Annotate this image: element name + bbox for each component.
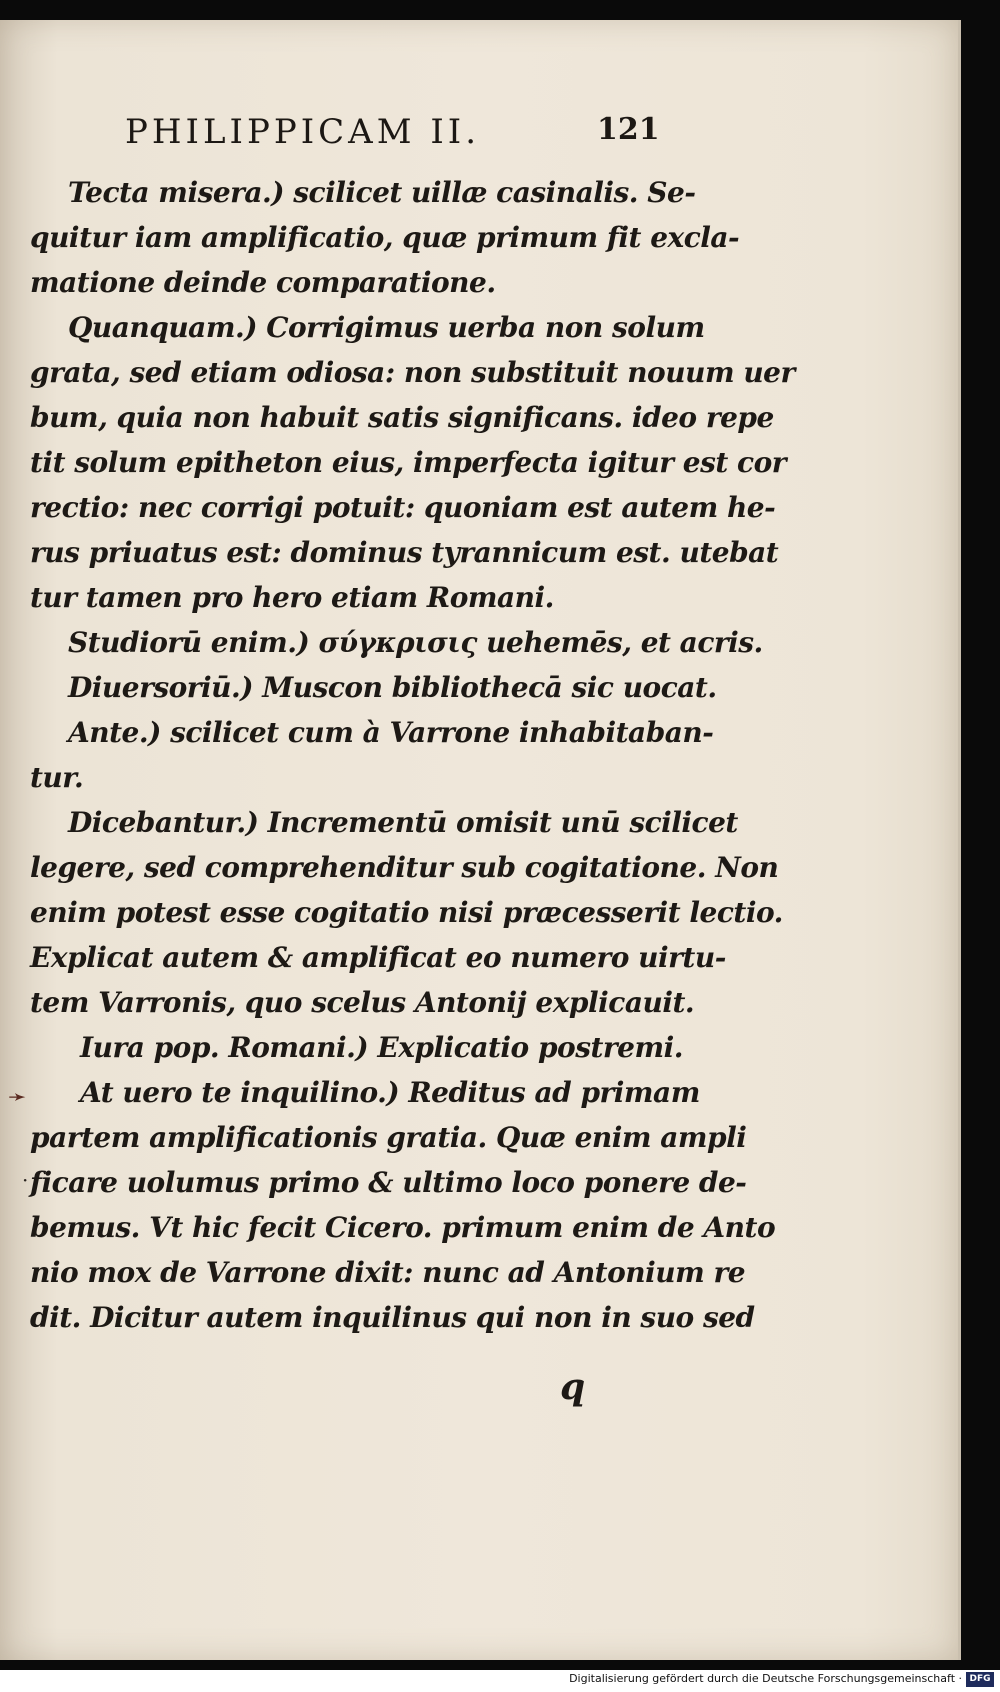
text-line: At uero te inquilino.) Reditus ad primam [80,1076,700,1109]
text-line: tur. [30,761,84,794]
text-line: enim potest esse cogitatio nisi præcesserit lectio. [30,896,783,929]
text-line: dit. Dicitur autem inquilinus qui non in suo sed [30,1301,755,1334]
page-header [0,106,958,166]
text-line: nio mox de Varrone dixit: nunc ad Antonium re [30,1256,746,1289]
text-line: ficare uolumus primo & ultimo loco ponere de- [30,1166,747,1199]
text-line: bum, quia non habuit satis significans. ideo repe [30,401,774,434]
marginal-pointer-icon: ➛ [8,1085,27,1110]
book-page [0,20,961,1660]
signature-mark: q [560,1366,586,1408]
text-line: Quanquam.) Corrigimus uerba non solum [68,311,705,344]
text-line: grata, sed etiam odiosa: non substituit nouum uer [30,356,795,389]
text-line: Iura pop. Romani.) Explicatio postremi. [80,1031,683,1064]
text-line: tem Varronis, quo scelus Antonij explicauit. [30,986,695,1019]
page-number: 121 [597,112,660,147]
text-line: rectio: nec corrigi potuit: quoniam est autem he- [30,491,776,524]
dfg-logo: DFG [966,1672,994,1687]
text-line: Tecta misera.) scilicet uillæ casinalis. Se- [68,176,696,209]
text-line: Studiorū enim.) σύγκρισις uehemēs, et acris. [68,626,763,659]
running-head: PHILIPPICAM II. [125,112,481,152]
text-line: legere, sed comprehenditur sub cogitatione. Non [30,851,779,884]
text-line: Dicebantur.) Incrementū omisit unū scilicet [68,806,738,839]
text-line: Diuersoriū.) Muscon bibliothecā sic uocat. [68,671,717,704]
text-line: partem amplificationis gratia. Quæ enim ampli [30,1121,747,1154]
text-line: Ante.) scilicet cum à Varrone inhabitaban- [68,716,714,749]
text-line: tit solum epitheton eius, imperfecta igitur est cor [30,446,786,479]
text-line: bemus. Vt hic fecit Cicero. primum enim de Anto [30,1211,776,1244]
footer [0,1670,1000,1692]
text-line: matione deinde comparatione. [30,266,496,299]
text-line: tur tamen pro hero etiam Romani. [30,581,554,614]
digitization-credit: Digitalisierung gefördert durch die Deutsche Forschungsgemeinschaft · [569,1672,962,1685]
text-line: quitur iam amplificatio, quæ primum fit excla- [30,221,740,254]
text-line: Explicat autem & amplificat eo numero uirtu- [30,941,726,974]
marginal-dot-icon: · [22,1168,29,1192]
text-line: rus priuatus est: dominus tyrannicum est. utebat [30,536,779,569]
commentary-text [30,170,795,1340]
